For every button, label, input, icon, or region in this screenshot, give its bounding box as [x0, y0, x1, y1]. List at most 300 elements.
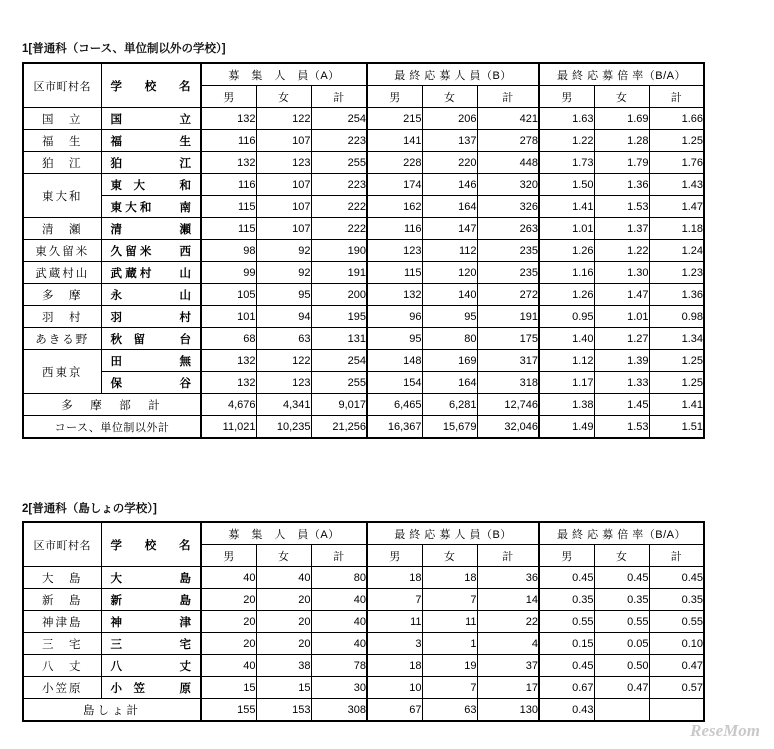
col-header-school-2: 校: [144, 80, 157, 93]
sub-header-a-total: 計: [311, 545, 367, 567]
cell-a-male: 68: [201, 328, 256, 350]
cell-b-total: 421: [477, 108, 539, 130]
total-c-male: 1.49: [539, 416, 594, 439]
cell-c-male: 0.45: [539, 567, 594, 589]
cell-school-right: 南: [179, 201, 191, 214]
cell-b-female: 19: [422, 655, 477, 677]
cell-b-female: 18: [422, 567, 477, 589]
total-label-island: 島しょ計: [23, 699, 201, 722]
sub-header-b-male: 男: [367, 545, 422, 567]
cell-school-left: 清: [110, 223, 122, 236]
cell-c-male: 0.55: [539, 611, 594, 633]
table-total-row: [23, 394, 704, 416]
cell-b-total: 4: [477, 633, 539, 655]
cell-school-right: 立: [179, 113, 191, 126]
section-1-title: 1[普通科（コース、単位制以外の学校）]: [22, 43, 226, 55]
table-row: [23, 611, 704, 633]
cell-school-left: 小 笠: [110, 682, 145, 695]
cell-city: 東大和: [23, 174, 101, 218]
cell-b-total: 36: [477, 567, 539, 589]
cell-c-male: 0.95: [539, 306, 594, 328]
cell-c-total: 1.24: [649, 240, 704, 262]
cell-b-male: 3: [367, 633, 422, 655]
cell-school-right: 島: [179, 594, 191, 607]
cell-c-male: 1.50: [539, 174, 594, 196]
cell-school: [101, 633, 201, 655]
col-header-school-3: 名: [179, 80, 191, 93]
cell-b-female: 140: [422, 284, 477, 306]
cell-c-total: 1.47: [649, 196, 704, 218]
cell-a-total: 195: [311, 306, 367, 328]
cell-a-total: 200: [311, 284, 367, 306]
cell-a-female: 92: [256, 240, 311, 262]
total-a-female: 153: [256, 699, 311, 722]
sub-header-b-female: 女: [422, 86, 477, 108]
cell-school: [101, 240, 201, 262]
total-b-total: 12,746: [477, 394, 539, 416]
sub-header-c-female: 女: [594, 545, 649, 567]
cell-b-male: 95: [367, 328, 422, 350]
cell-b-male: 154: [367, 372, 422, 394]
total-b-female: 63: [422, 699, 477, 722]
table-row: [23, 372, 704, 394]
cell-c-female: 1.27: [594, 328, 649, 350]
cell-a-male: 132: [201, 108, 256, 130]
sub-header-a-total: 計: [311, 86, 367, 108]
cell-school-right: 島: [179, 572, 191, 585]
cell-c-female: 1.37: [594, 218, 649, 240]
cell-b-total: 22: [477, 611, 539, 633]
sub-header-a-male: 男: [201, 86, 256, 108]
cell-school-right: 台: [179, 333, 191, 346]
cell-a-male: 20: [201, 611, 256, 633]
cell-a-female: 92: [256, 262, 311, 284]
cell-city: 国 立: [23, 108, 101, 130]
cell-c-total: 0.35: [649, 589, 704, 611]
cell-school-right: 西: [179, 245, 191, 258]
cell-c-female: 1.36: [594, 174, 649, 196]
cell-city: 神津島: [23, 611, 101, 633]
cell-b-female: 146: [422, 174, 477, 196]
cell-c-female: 1.69: [594, 108, 649, 130]
cell-school: [101, 328, 201, 350]
table-普通科-コース単位制以外: [22, 62, 705, 439]
cell-b-female: 137: [422, 130, 477, 152]
cell-a-female: 20: [256, 589, 311, 611]
cell-b-male: 116: [367, 218, 422, 240]
cell-school-left: 永: [110, 289, 122, 302]
cell-school: [101, 262, 201, 284]
cell-a-female: 107: [256, 196, 311, 218]
total-b-male: 67: [367, 699, 422, 722]
table-row: [23, 284, 704, 306]
cell-school: [101, 655, 201, 677]
cell-school-left: 八: [110, 660, 122, 673]
cell-a-total: 131: [311, 328, 367, 350]
total-c-total: [649, 699, 704, 722]
cell-school-left: 東 大 和: [110, 201, 152, 214]
cell-b-female: 80: [422, 328, 477, 350]
total-c-female: 1.45: [594, 394, 649, 416]
cell-c-female: 0.55: [594, 611, 649, 633]
cell-c-male: 0.35: [539, 589, 594, 611]
cell-city: 羽 村: [23, 306, 101, 328]
cell-c-female: 1.39: [594, 350, 649, 372]
cell-school-left: 田: [110, 355, 122, 368]
cell-school: [101, 108, 201, 130]
cell-c-female: 0.35: [594, 589, 649, 611]
cell-a-total: 40: [311, 611, 367, 633]
col-header-school-1: 学: [110, 80, 123, 93]
sub-header-a-male: 男: [201, 545, 256, 567]
total-c-total: 1.51: [649, 416, 704, 439]
cell-a-female: 107: [256, 130, 311, 152]
cell-a-male: 40: [201, 567, 256, 589]
table-row: [23, 655, 704, 677]
cell-a-total: 191: [311, 262, 367, 284]
table-row: [23, 633, 704, 655]
total-b-total: 130: [477, 699, 539, 722]
cell-a-male: 115: [201, 218, 256, 240]
cell-city: 狛 江: [23, 152, 101, 174]
table-row: [23, 130, 704, 152]
cell-school-right: 生: [179, 135, 191, 148]
table-total-row: [23, 416, 704, 439]
cell-b-total: 175: [477, 328, 539, 350]
table-header-row-groups: [23, 522, 704, 545]
total-c-male: 1.38: [539, 394, 594, 416]
cell-a-total: 255: [311, 372, 367, 394]
cell-a-female: 40: [256, 567, 311, 589]
cell-c-total: 1.23: [649, 262, 704, 284]
cell-a-male: 115: [201, 196, 256, 218]
cell-b-female: 220: [422, 152, 477, 174]
total-label-tama: 多 摩 部 計: [23, 394, 201, 416]
cell-school-right: 山: [179, 289, 191, 302]
total-c-female: [594, 699, 649, 722]
cell-a-total: 30: [311, 677, 367, 699]
table-row: [23, 350, 704, 372]
cell-c-total: 0.57: [649, 677, 704, 699]
cell-city: 東久留米: [23, 240, 101, 262]
cell-c-total: 0.98: [649, 306, 704, 328]
cell-school-right: 江: [179, 157, 191, 170]
cell-b-male: 7: [367, 589, 422, 611]
cell-c-male: 1.26: [539, 284, 594, 306]
col-group-header-a: 募 集 人 員（A）: [201, 63, 367, 86]
cell-city: 八 丈: [23, 655, 101, 677]
cell-c-male: 1.26: [539, 240, 594, 262]
cell-b-total: 263: [477, 218, 539, 240]
cell-school-left: 新: [110, 594, 122, 607]
cell-school: [101, 589, 201, 611]
cell-c-female: 1.33: [594, 372, 649, 394]
cell-city: 大 島: [23, 567, 101, 589]
cell-a-total: 40: [311, 633, 367, 655]
col-header-school: [101, 63, 201, 108]
cell-a-male: 116: [201, 174, 256, 196]
cell-b-total: 278: [477, 130, 539, 152]
cell-a-male: 132: [201, 350, 256, 372]
cell-a-total: 78: [311, 655, 367, 677]
table-row: [23, 306, 704, 328]
cell-b-male: 11: [367, 611, 422, 633]
cell-city: 福 生: [23, 130, 101, 152]
total-a-male: 11,021: [201, 416, 256, 439]
cell-b-total: 326: [477, 196, 539, 218]
col-group-header-a: 募 集 人 員（A）: [201, 522, 367, 545]
cell-school: [101, 152, 201, 174]
cell-a-male: 132: [201, 152, 256, 174]
cell-school-left: 神: [110, 616, 122, 629]
total-b-male: 6,465: [367, 394, 422, 416]
cell-b-male: 115: [367, 262, 422, 284]
cell-school-left: 武 蔵 村: [110, 267, 152, 280]
cell-school: [101, 130, 201, 152]
cell-b-total: 318: [477, 372, 539, 394]
total-c-male: 0.43: [539, 699, 594, 722]
cell-b-female: 7: [422, 589, 477, 611]
cell-b-male: 228: [367, 152, 422, 174]
cell-school: [101, 174, 201, 196]
total-c-female: 1.53: [594, 416, 649, 439]
cell-a-total: 80: [311, 567, 367, 589]
cell-b-male: 148: [367, 350, 422, 372]
cell-city: 西東京: [23, 350, 101, 394]
cell-school: [101, 306, 201, 328]
cell-school-right: 原: [179, 682, 191, 695]
cell-c-female: 1.22: [594, 240, 649, 262]
cell-c-total: 0.45: [649, 567, 704, 589]
cell-a-female: 20: [256, 633, 311, 655]
table-row: [23, 240, 704, 262]
table-row: [23, 218, 704, 240]
cell-a-male: 98: [201, 240, 256, 262]
cell-b-female: 120: [422, 262, 477, 284]
cell-school-right: 谷: [179, 377, 191, 390]
cell-c-male: 0.67: [539, 677, 594, 699]
cell-a-total: 223: [311, 174, 367, 196]
table-row: [23, 589, 704, 611]
cell-school: [101, 284, 201, 306]
col-group-header-b: 最 終 応 募 人 員（B）: [367, 522, 539, 545]
table-row: [23, 567, 704, 589]
cell-a-female: 122: [256, 108, 311, 130]
cell-school-left: 大: [110, 572, 122, 585]
cell-c-total: 1.43: [649, 174, 704, 196]
cell-b-female: 147: [422, 218, 477, 240]
cell-a-female: 38: [256, 655, 311, 677]
cell-a-male: 99: [201, 262, 256, 284]
cell-a-female: 15: [256, 677, 311, 699]
total-a-total: 9,017: [311, 394, 367, 416]
cell-b-total: 448: [477, 152, 539, 174]
cell-c-male: 1.40: [539, 328, 594, 350]
cell-b-total: 17: [477, 677, 539, 699]
sub-header-b-female: 女: [422, 545, 477, 567]
cell-city: 三 宅: [23, 633, 101, 655]
total-b-female: 15,679: [422, 416, 477, 439]
cell-a-total: 40: [311, 589, 367, 611]
cell-city: 多 摩: [23, 284, 101, 306]
sub-header-b-total: 計: [477, 86, 539, 108]
cell-a-female: 94: [256, 306, 311, 328]
col-group-header-c: 最 終 応 募 倍 率（B/A）: [539, 63, 704, 86]
cell-school: [101, 567, 201, 589]
cell-school: [101, 677, 201, 699]
cell-school-right: 村: [179, 311, 191, 324]
cell-a-female: 95: [256, 284, 311, 306]
cell-a-total: 255: [311, 152, 367, 174]
cell-a-female: 63: [256, 328, 311, 350]
cell-b-total: 235: [477, 262, 539, 284]
cell-b-male: 215: [367, 108, 422, 130]
cell-school-left: 国: [110, 113, 122, 126]
cell-b-female: 164: [422, 196, 477, 218]
col-header-school-3: 名: [179, 539, 191, 552]
cell-a-total: 190: [311, 240, 367, 262]
cell-b-total: 317: [477, 350, 539, 372]
cell-a-female: 122: [256, 350, 311, 372]
cell-a-male: 15: [201, 677, 256, 699]
cell-c-female: 1.01: [594, 306, 649, 328]
cell-school-left: 福: [110, 135, 122, 148]
cell-a-male: 132: [201, 372, 256, 394]
cell-school: [101, 372, 201, 394]
cell-b-male: 174: [367, 174, 422, 196]
cell-c-female: 0.47: [594, 677, 649, 699]
cell-b-total: 14: [477, 589, 539, 611]
cell-c-male: 1.63: [539, 108, 594, 130]
cell-c-total: 1.25: [649, 372, 704, 394]
col-header-school-1: 学: [110, 539, 123, 552]
cell-c-total: 1.76: [649, 152, 704, 174]
cell-a-total: 254: [311, 350, 367, 372]
cell-school-right: 和: [179, 179, 191, 192]
cell-a-female: 123: [256, 152, 311, 174]
cell-b-total: 272: [477, 284, 539, 306]
cell-b-male: 10: [367, 677, 422, 699]
cell-b-total: 191: [477, 306, 539, 328]
cell-b-total: 235: [477, 240, 539, 262]
cell-a-female: 107: [256, 218, 311, 240]
cell-b-female: 112: [422, 240, 477, 262]
total-b-female: 6,281: [422, 394, 477, 416]
col-header-city: 区市町村名: [23, 63, 101, 108]
col-group-header-c: 最 終 応 募 倍 率（B/A）: [539, 522, 704, 545]
cell-c-total: 1.18: [649, 218, 704, 240]
cell-b-male: 132: [367, 284, 422, 306]
watermark-resemom: ReseMom: [690, 721, 760, 740]
cell-c-female: 1.28: [594, 130, 649, 152]
cell-c-total: 0.47: [649, 655, 704, 677]
total-b-total: 32,046: [477, 416, 539, 439]
cell-c-total: 1.36: [649, 284, 704, 306]
col-group-header-b: 最 終 応 募 人 員（B）: [367, 63, 539, 86]
cell-c-total: 1.25: [649, 130, 704, 152]
cell-school: [101, 196, 201, 218]
col-header-city: 区市町村名: [23, 522, 101, 567]
cell-c-male: 1.01: [539, 218, 594, 240]
table-row: [23, 328, 704, 350]
col-header-school-2: 校: [144, 539, 157, 552]
cell-school-left: 久 留 米: [110, 245, 152, 258]
cell-c-female: 0.45: [594, 567, 649, 589]
table-row: [23, 108, 704, 130]
cell-a-male: 105: [201, 284, 256, 306]
cell-c-female: 1.79: [594, 152, 649, 174]
cell-a-total: 254: [311, 108, 367, 130]
sub-header-b-total: 計: [477, 545, 539, 567]
cell-school-left: 東 大: [110, 179, 145, 192]
cell-c-female: 0.05: [594, 633, 649, 655]
cell-school-right: 宅: [179, 638, 191, 651]
cell-school-right: 津: [179, 616, 191, 629]
total-a-total: 21,256: [311, 416, 367, 439]
cell-b-male: 18: [367, 655, 422, 677]
cell-school-left: 秋 留: [110, 333, 145, 346]
cell-b-male: 141: [367, 130, 422, 152]
cell-c-female: 1.47: [594, 284, 649, 306]
cell-c-male: 1.17: [539, 372, 594, 394]
cell-c-male: 1.16: [539, 262, 594, 284]
cell-b-female: 11: [422, 611, 477, 633]
total-c-total: 1.41: [649, 394, 704, 416]
cell-c-female: 1.53: [594, 196, 649, 218]
cell-school-left: 保: [110, 377, 122, 390]
cell-c-total: 1.34: [649, 328, 704, 350]
cell-b-female: 7: [422, 677, 477, 699]
cell-c-female: 0.50: [594, 655, 649, 677]
sub-header-a-female: 女: [256, 545, 311, 567]
cell-school: [101, 611, 201, 633]
cell-c-total: 0.10: [649, 633, 704, 655]
total-label-course: コース、単位制以外計: [23, 416, 201, 439]
col-header-school: [101, 522, 201, 567]
sub-header-b-male: 男: [367, 86, 422, 108]
sub-header-c-female: 女: [594, 86, 649, 108]
cell-b-male: 123: [367, 240, 422, 262]
cell-city: 新 島: [23, 589, 101, 611]
cell-b-total: 320: [477, 174, 539, 196]
sub-header-c-total: 計: [649, 545, 704, 567]
total-a-total: 308: [311, 699, 367, 722]
table-row: [23, 152, 704, 174]
cell-b-male: 18: [367, 567, 422, 589]
cell-school-right: 山: [179, 267, 191, 280]
sub-header-c-total: 計: [649, 86, 704, 108]
cell-city: 武蔵村山: [23, 262, 101, 284]
sub-header-c-male: 男: [539, 86, 594, 108]
cell-c-total: 1.66: [649, 108, 704, 130]
cell-school-left: 三: [110, 638, 122, 651]
cell-a-male: 20: [201, 589, 256, 611]
cell-b-male: 162: [367, 196, 422, 218]
cell-b-female: 206: [422, 108, 477, 130]
total-a-male: 155: [201, 699, 256, 722]
table-row: [23, 174, 704, 196]
cell-c-male: 1.41: [539, 196, 594, 218]
cell-school-right: 無: [179, 355, 191, 368]
total-a-male: 4,676: [201, 394, 256, 416]
cell-a-female: 20: [256, 611, 311, 633]
cell-b-male: 96: [367, 306, 422, 328]
cell-c-total: 0.55: [649, 611, 704, 633]
cell-c-male: 1.12: [539, 350, 594, 372]
cell-a-female: 107: [256, 174, 311, 196]
table-普通科-島しょの学校: [22, 521, 705, 722]
cell-a-male: 101: [201, 306, 256, 328]
